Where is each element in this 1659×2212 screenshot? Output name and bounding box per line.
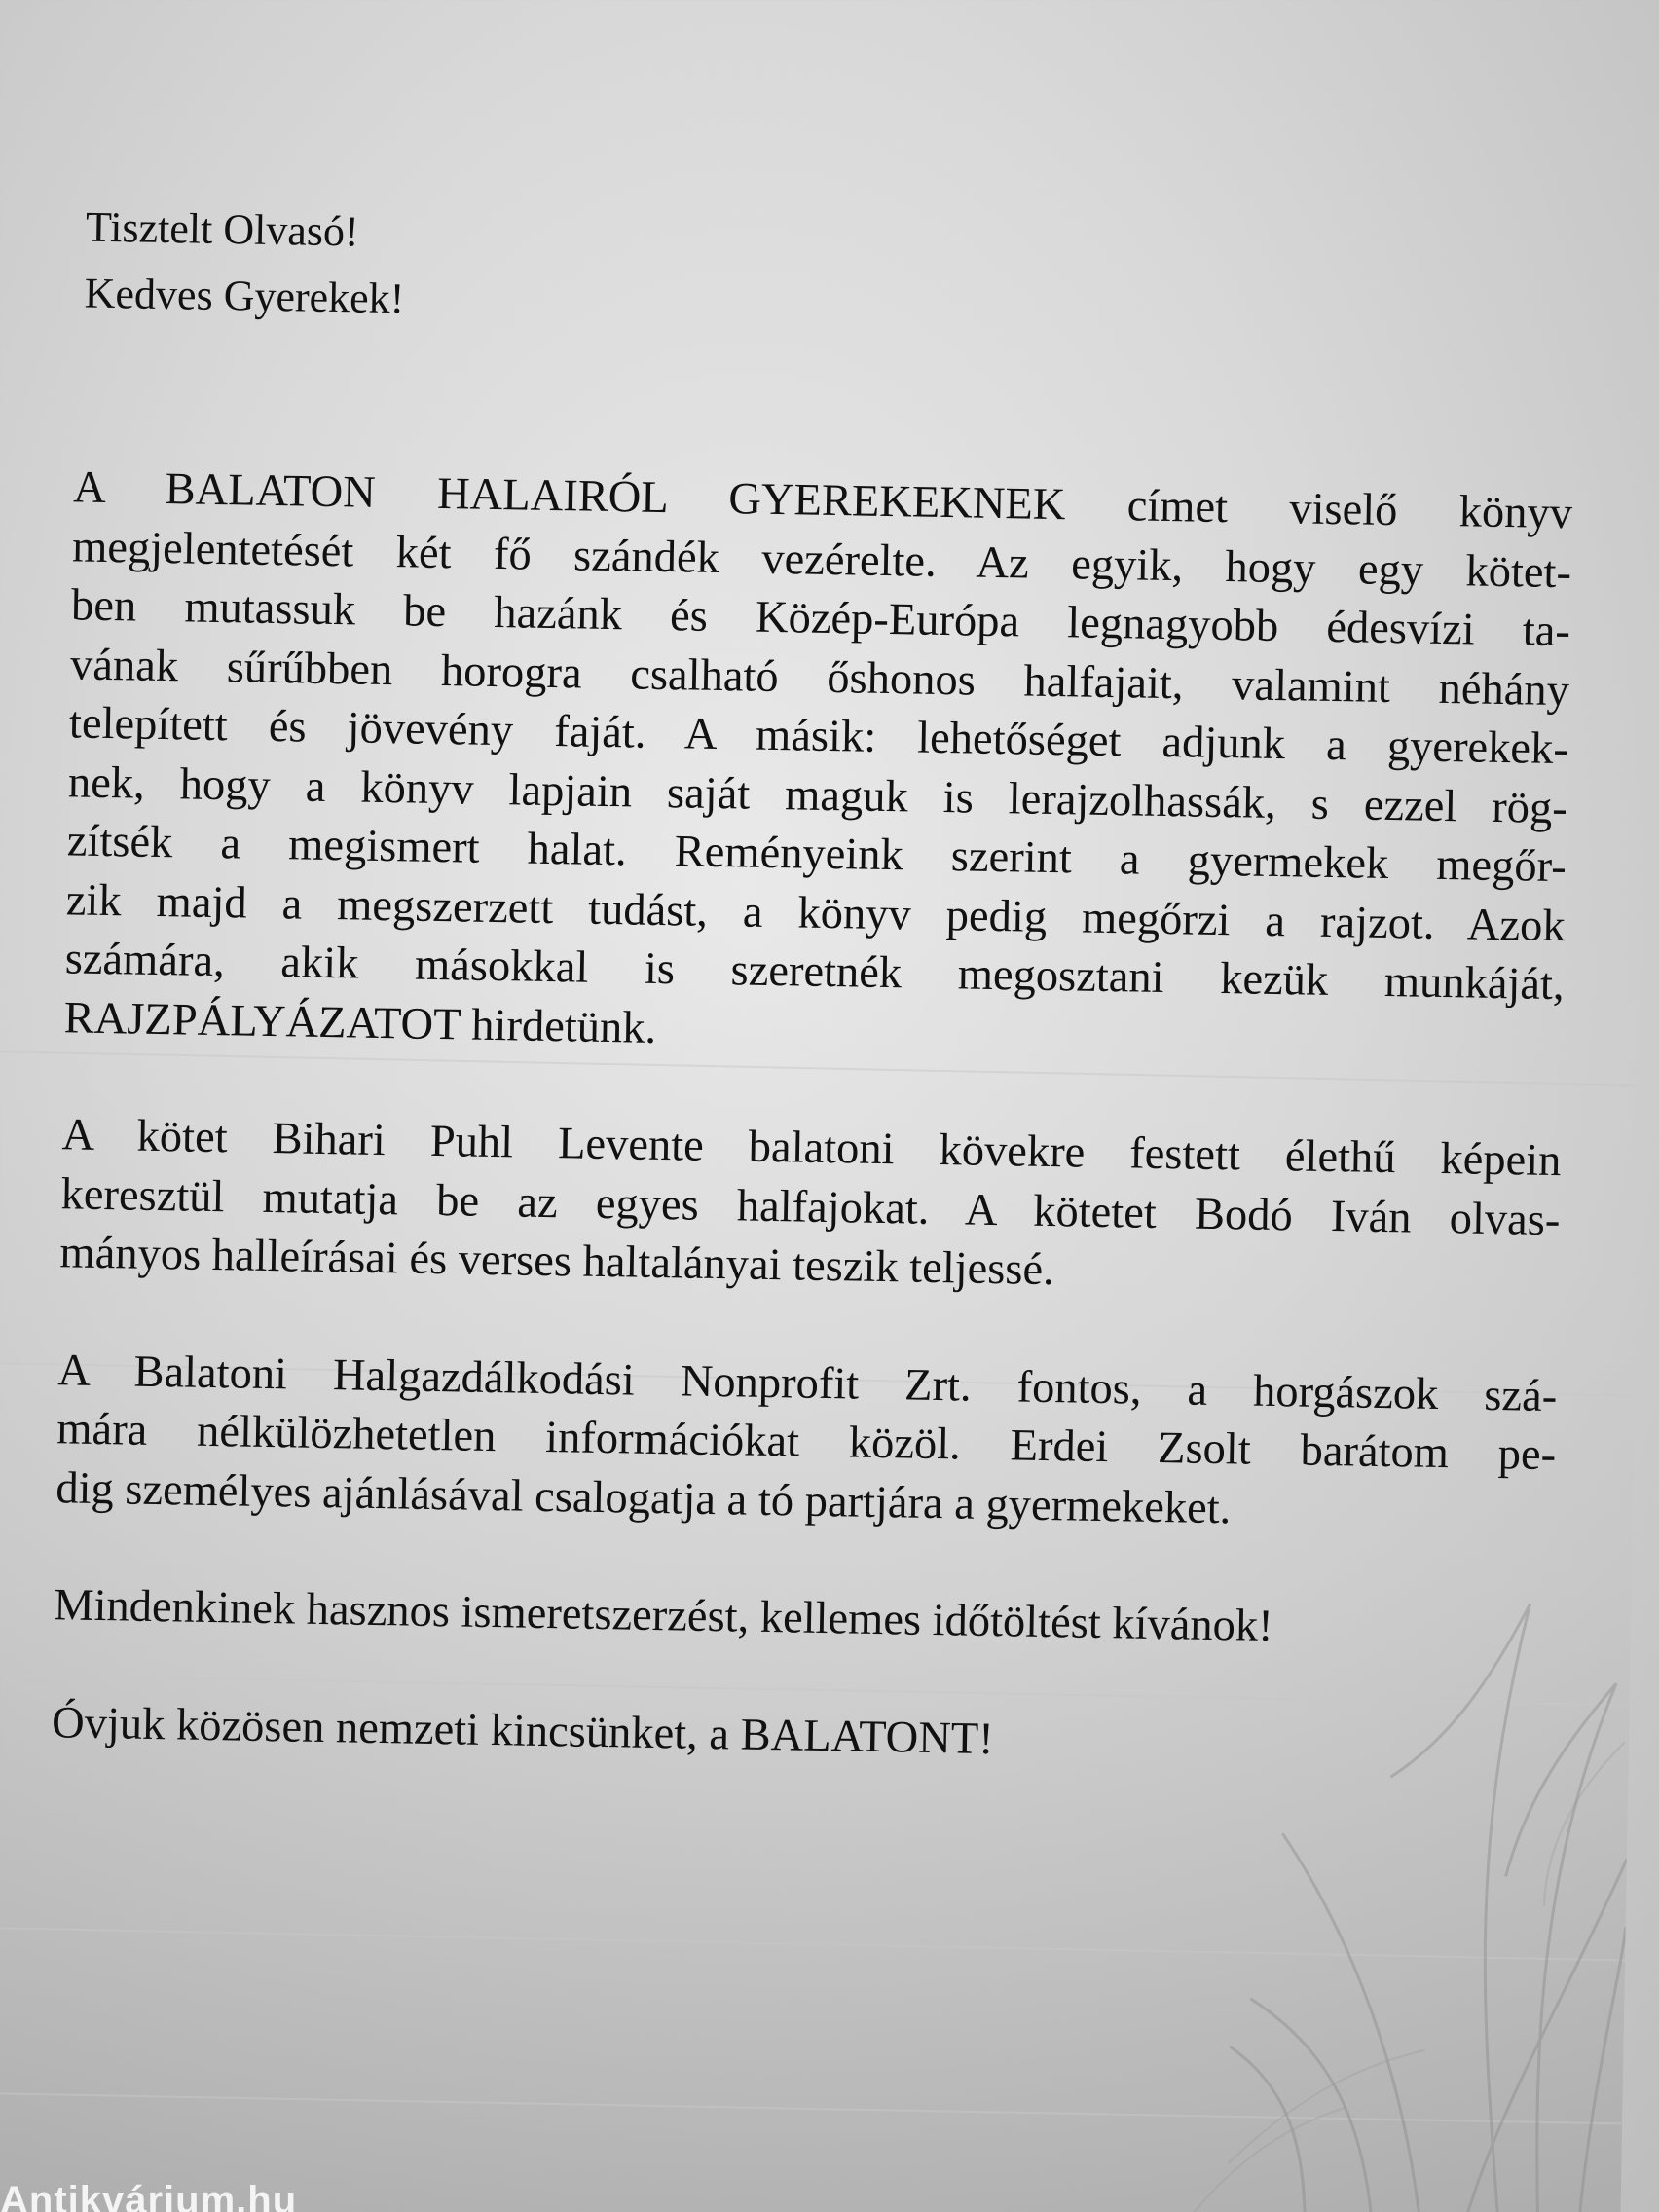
text-line: telepített és jövevény faját. A másik: lehetőséget adjunk a gyerekek- (68, 698, 1569, 775)
text-line: Mindenkinek hasznos ismeretszerzést, kellemes időtöltést kívánok! (53, 1580, 1274, 1652)
text-line: A Balatoni Halgazdálkodási Nonprofit Zrt. fontos, a horgászok szá- (57, 1345, 1558, 1421)
paragraph-intro (63, 459, 1572, 1074)
paragraph-closing (52, 1694, 1552, 1779)
salutation-line-1: Tisztelt Olvasó! (85, 203, 360, 256)
paragraph-contributors (55, 1342, 1558, 1544)
text-line: A BALATON HALAIRÓL GYEREKEKNEK címet viselő könyv (72, 462, 1573, 539)
text-line: megjelentetését két fő szándék vezérelte. Az egyik, hogy egy kötet- (71, 521, 1572, 598)
text-line: Óvjuk közösen nemzeti kincsünket, a BALATONT! (51, 1697, 995, 1764)
salutation (84, 195, 406, 333)
text-line: keresztül mutatja be az egyes halfajokat. A kötetet Bodó Iván olvas- (60, 1168, 1561, 1245)
text-line: nek, hogy a könyv lapjain saját maguk is lerajzolhassák, s ezzel rög- (67, 756, 1568, 833)
text-line: számára, akik másokkal is szeretnék megosztani kezük munkáját, (64, 934, 1566, 1011)
text-line: RAJZPÁLYÁZATOT hirdetünk. (63, 992, 657, 1053)
text-line: dig személyes ajánlásával csalogatja a tó partjára a gyermekeket. (55, 1462, 1232, 1533)
salutation-line-2: Kedves Gyerekek! (84, 269, 405, 323)
text-line: ben mutassuk be hazánk és Közép-Európa legnagyobb édesvízi ta- (70, 580, 1571, 657)
text-line: A kötet Bihari Puhl Levente balatoni kövekre festett élethű képein (61, 1110, 1562, 1187)
text-line: mányos halleírásai és verses haltalányai teszik teljessé. (59, 1228, 1055, 1296)
watermark-text: Antikvárium.hu (0, 2179, 298, 2212)
text-line: zik majd a megszerzett tudást, a könyv pedig megőrzi a rajzot. Azok (65, 874, 1567, 951)
text-line: zítsék a megismert halat. Reményeink szerint a gyermekek megőr- (66, 816, 1567, 893)
text-line: mára nélkülözhetetlen információkat közöl. Erdei Zsolt barátom pe- (55, 1404, 1557, 1481)
paragraph-wishes (54, 1576, 1554, 1661)
paragraph-illustrations (59, 1106, 1562, 1309)
text-line: vának sűrűbben horogra csalható őshonos halfajait, valamint néhány (69, 639, 1570, 716)
body-text (51, 459, 1573, 1837)
